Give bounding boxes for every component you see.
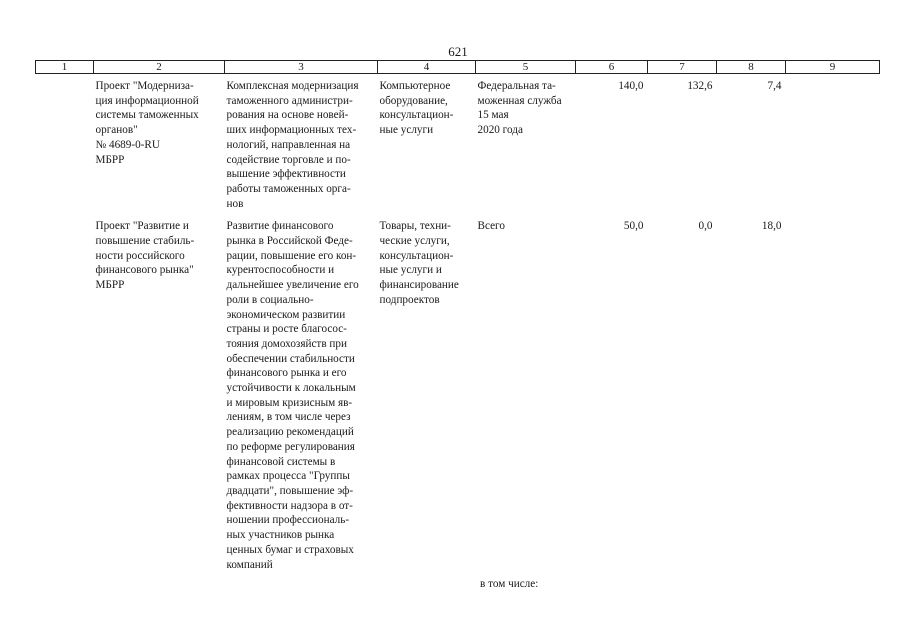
cell-col6: 50,0 xyxy=(623,220,644,233)
col-header-9: 9 xyxy=(786,61,880,74)
cell-col8: 7,4 xyxy=(767,80,782,92)
cell-purpose: Развитие финансового рынка в Российской Феде- рации, повышение его кон- курентоспособности и дальнейшее увеличение его роли в социально- экономическом развитии страны и росте благосос- тояния домохозяйств при обеспечении стабильности финансового рынка и его устойчивости к локальным и мировым кризисным яв- лениям, в том числе через реализацию рекомендаций по реформе регулирования финансовой системы в рамках процесса "Группы двадцати", повышение эф- фективности надзора в от- ношении профессиональ- ных участников рынка ценных бумаг и страховых компаний xyxy=(226,220,359,571)
cell-project: Проект "Модерниза- ция информационной системы таможенных органов" № 4689-0-RU МБРР xyxy=(95,80,199,166)
table-row xyxy=(36,211,880,572)
financing-table xyxy=(35,60,880,572)
table-row xyxy=(36,74,880,212)
col-header-1: 1 xyxy=(36,61,94,74)
cell-col7: 132,6 xyxy=(687,80,713,92)
cell-col7: 0,0 xyxy=(698,220,713,233)
cell-col9 xyxy=(786,211,880,572)
cell-col9 xyxy=(786,74,880,212)
cell-col6: 140,0 xyxy=(618,80,644,92)
col-header-7: 7 xyxy=(648,61,717,74)
header-row xyxy=(36,61,880,74)
page-number: 621 xyxy=(448,44,468,59)
col-header-3: 3 xyxy=(225,61,378,74)
cell-number xyxy=(36,211,94,572)
cell-purpose: Комплексная модернизация таможенного администри- рования на основе новей- ших информационных тех- нологий, направленная на содействие торговле и по- вышение эффективности работы таможенных орга- нов xyxy=(226,80,359,210)
cell-executor: Всего xyxy=(477,220,505,233)
cell-project: Проект "Развитие и повышение стабиль- ности российского финансового рынка" МБРР xyxy=(95,220,195,292)
col-header-2: 2 xyxy=(94,61,225,74)
cell-executor: Федеральная та- моженная служба 15 мая 2020 года xyxy=(477,80,562,137)
col-header-8: 8 xyxy=(717,61,786,74)
col-header-4: 4 xyxy=(378,61,476,74)
cell-goods: Товары, техни- ческие услуги, консультацион- ные услуги и финансирование подпроектов xyxy=(379,220,459,306)
cell-col8: 18,0 xyxy=(761,220,782,233)
subtotal-label: в том числе: xyxy=(480,578,539,590)
cell-goods: Компьютерное оборудование, консультацион- ные услуги xyxy=(379,80,454,137)
col-header-5: 5 xyxy=(476,61,576,74)
cell-number xyxy=(36,74,94,212)
col-header-6: 6 xyxy=(576,61,648,74)
